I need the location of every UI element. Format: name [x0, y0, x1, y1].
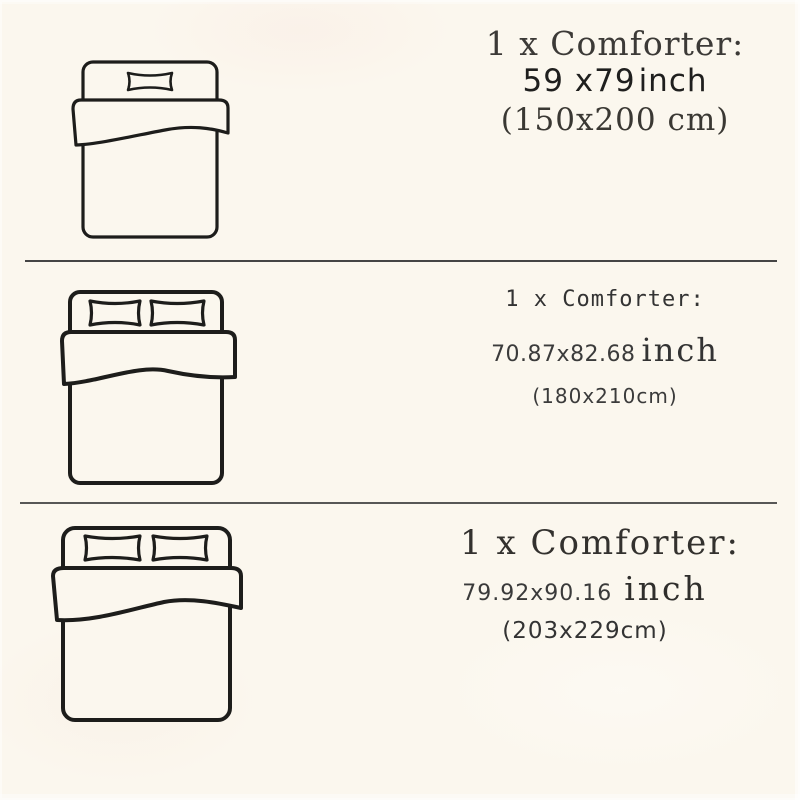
section2-size-cm: (180x210cm) — [532, 384, 678, 408]
section2-size-value: 70.87x82.68 — [491, 342, 636, 367]
pillow-left-icon — [90, 301, 140, 325]
pillow-right-icon — [151, 301, 204, 325]
double-bed-icon — [50, 283, 245, 490]
section1-size-cm: (150x200 cm) — [500, 102, 730, 138]
section-divider-1 — [25, 260, 777, 262]
section2-size-unit: inch — [641, 331, 719, 369]
section1-size-value: 59 x79 — [522, 63, 636, 99]
pillow-icon — [128, 73, 172, 90]
section3-size-cm: (203x229cm) — [502, 618, 668, 644]
section3-title: 1 x Comforter: — [460, 523, 740, 563]
pillow-left-icon — [85, 536, 140, 560]
king-bed-icon — [42, 518, 252, 730]
pillow-right-icon — [153, 536, 207, 560]
section1-title: 1 x Comforter: — [485, 24, 745, 63]
section2-title: 1 x Comforter: — [505, 287, 705, 312]
section3-size-inch — [395, 569, 775, 608]
section3-size-unit: inch — [624, 569, 708, 608]
section-divider-2 — [20, 502, 777, 504]
section3-size-value: 79.92x90.16 — [462, 581, 613, 606]
section1-size-inch — [425, 63, 800, 99]
section1-size-unit: inch — [638, 63, 708, 99]
single-bed-icon — [55, 50, 240, 245]
section2-size-inch — [415, 331, 795, 369]
